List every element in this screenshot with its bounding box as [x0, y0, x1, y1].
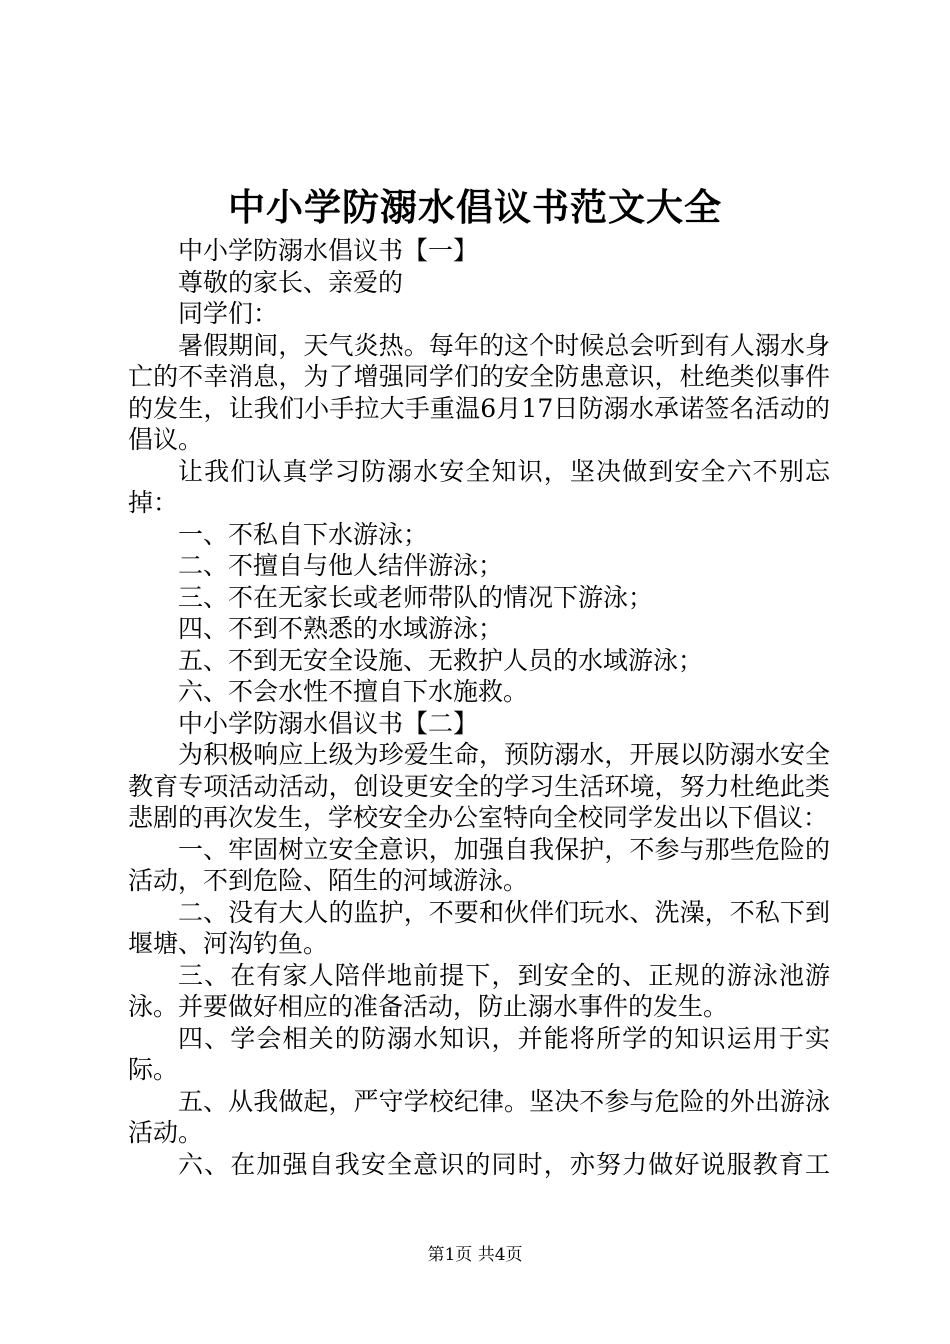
- list-item: 三、在有家人陪伴地前提下，到安全的、正规的游泳池游泳。并要做好相应的准备活动，防止溺水事件的发生。: [128, 960, 830, 1021]
- paragraph: 同学们：: [178, 299, 279, 328]
- list-item: 四、不到不熟悉的水域游泳；: [178, 614, 504, 643]
- document-title: 中小学防溺水倡议书范文大全: [228, 186, 722, 229]
- page-footer: 第1页 共4页: [427, 1245, 523, 1265]
- list-item: 三、不在无家长或老师带队的情况下游泳；: [178, 582, 654, 612]
- section-heading: 中小学防溺水倡议书【二】: [178, 708, 479, 738]
- paragraph: 尊敬的家长、亲爱的: [178, 267, 404, 297]
- list-item: 五、不到无安全设施、无救护人员的水域游泳；: [178, 645, 704, 675]
- document-body: [128, 235, 830, 1180]
- list-item: 六、不会水性不擅自下水施救。: [178, 677, 529, 706]
- list-item: 二、不擅自与他人结伴游泳；: [178, 551, 504, 580]
- paragraph: 中小学防溺水倡议书【一】: [178, 236, 479, 265]
- list-item: 六、在加强自我安全意识的同时，亦努力做好说服教育工: [178, 1149, 830, 1179]
- list-item: 四、学会相关的防溺水知识，并能将所学的知识运用于实际。: [128, 1023, 830, 1084]
- paragraph: 让我们认真学习防溺水安全知识，坚决做到安全六不别忘掉：: [128, 456, 830, 517]
- list-item: 一、不私自下水游泳；: [178, 519, 429, 549]
- paragraph: 为积极响应上级为珍爱生命，预防溺水，开展以防溺水安全教育专项活动活动，创设更安全的学习生活环境，努力杜绝此类悲剧的再次发生，学校安全办公室特向全校同学发出以下倡议：: [128, 740, 830, 832]
- list-item: 一、牢固树立安全意识，加强自我保护，不参与那些危险的活动，不到危险、陌生的河域游泳。: [128, 834, 830, 895]
- list-item: 五、从我做起，严守学校纪律。坚决不参与危险的外出游泳活动。: [128, 1086, 830, 1147]
- paragraph: 暑假期间，天气炎热。每年的这个时候总会听到有人溺水身亡的不幸消息，为了增强同学们的安全防患意识，杜绝类似事件的发生，让我们小手拉大手重温6月17日防溺水承诺签名活动的倡议。: [128, 330, 830, 454]
- list-item: 二、没有大人的监护，不要和伙伴们玩水、洗澡，不私下到堰塘、河沟钓鱼。: [128, 897, 830, 958]
